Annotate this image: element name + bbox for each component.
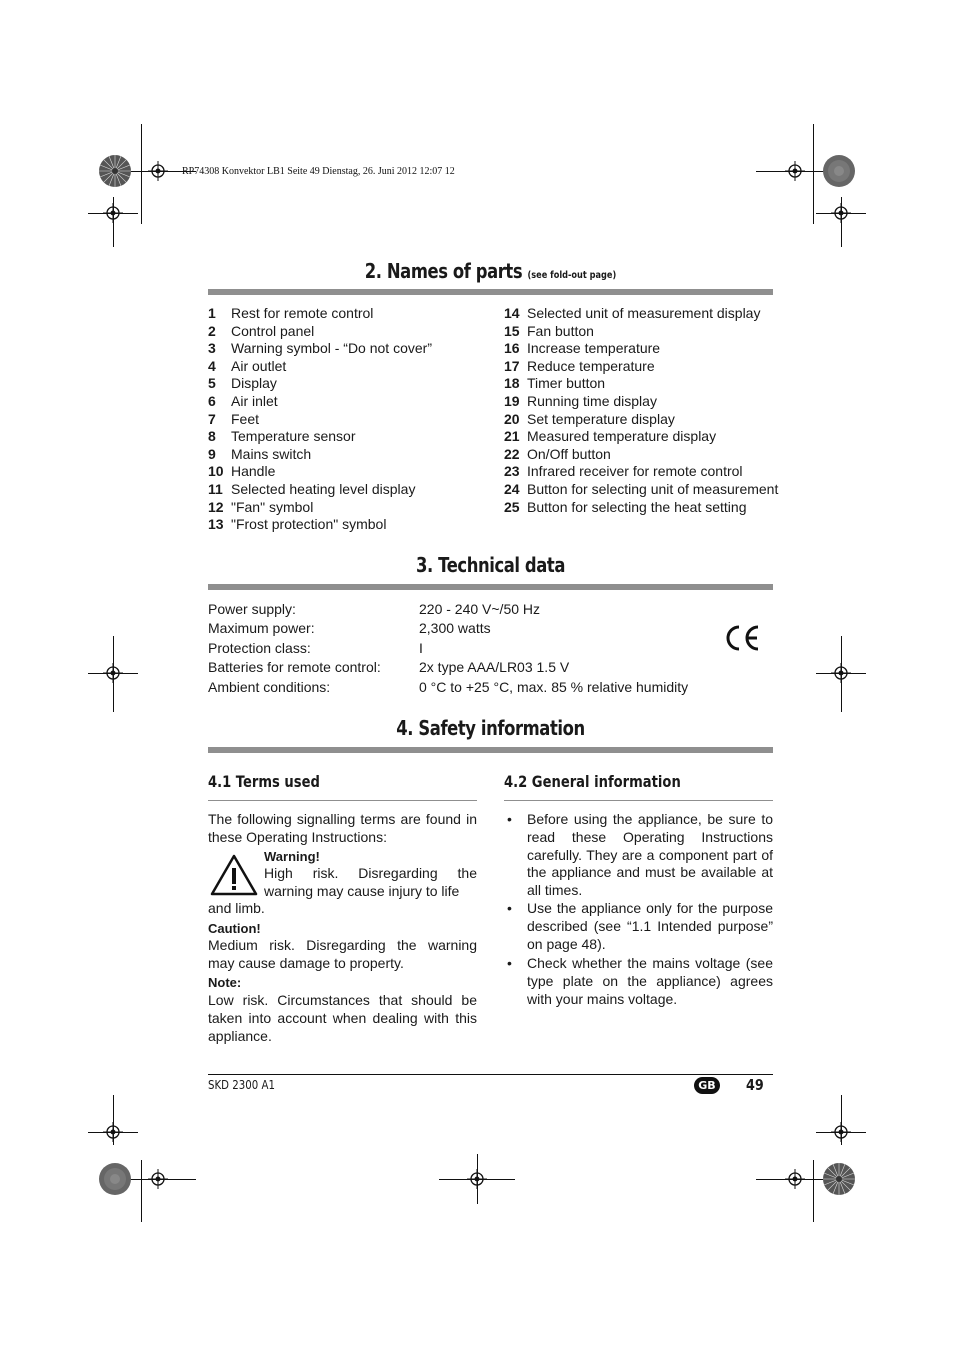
part-label: Selected heating level display: [231, 480, 416, 497]
registration-mark-icon: [785, 1169, 805, 1189]
tech-value: I: [419, 639, 423, 656]
part-number: 6: [208, 392, 216, 409]
part-label: Running time display: [527, 392, 657, 409]
footer-model: SKD 2300 A1: [208, 1078, 275, 1092]
part-label: "Fan" symbol: [231, 498, 314, 515]
part-label: Warning symbol - “Do not cover”: [231, 340, 432, 357]
part-label: Fan button: [527, 322, 594, 339]
warning-text: High risk. Disregarding the warning may cause injury to life: [264, 865, 477, 899]
registration-mark-icon: [103, 663, 123, 683]
section-title-technical-data: 3. Technical data: [415, 553, 566, 577]
parts-list-left: [208, 305, 432, 534]
registration-mark-icon: [103, 1122, 123, 1142]
registration-mark-icon: [785, 161, 805, 181]
warning-label: Warning!: [264, 849, 320, 864]
part-label: Button for selecting unit of measurement: [527, 480, 779, 497]
part-item: [208, 411, 432, 429]
part-number: 23: [504, 463, 520, 480]
part-number: 16: [504, 340, 520, 357]
part-label: On/Off button: [527, 445, 611, 462]
registration-mark-icon: [103, 203, 123, 223]
names-title: 2. Names of parts: [364, 259, 523, 283]
part-item: [504, 305, 778, 323]
registration-mark-icon: [831, 1122, 851, 1142]
part-label: Control panel: [231, 322, 315, 339]
part-item: [504, 393, 778, 411]
language-badge: GB: [694, 1077, 720, 1094]
part-item: [208, 323, 432, 341]
part-label: Air outlet: [231, 357, 287, 374]
registration-mark-icon: [148, 161, 168, 181]
part-item: [504, 499, 778, 517]
part-number: 10: [208, 463, 224, 480]
print-slug: RP74308 Konvektor LB1 Seite 49 Dienstag, 26. Juni 2012 12:07 12: [182, 166, 455, 177]
bullet-icon: •: [507, 811, 512, 827]
part-item: [208, 393, 432, 411]
part-label: Rest for remote control: [231, 305, 374, 321]
section-title-names-of-parts: [259, 259, 722, 283]
registration-mark-icon: [148, 1169, 168, 1189]
part-label: Mains switch: [231, 445, 312, 462]
tech-row: [208, 658, 688, 677]
part-item: [208, 446, 432, 464]
registration-mark-icon: [831, 663, 851, 683]
color-dial-icon: [98, 1162, 132, 1196]
part-label: Handle: [231, 463, 276, 480]
part-label: Increase temperature: [527, 340, 661, 357]
part-number: 25: [504, 498, 520, 515]
part-label: "Frost protection" symbol: [231, 516, 387, 533]
section-rule: [208, 747, 773, 753]
footer-rule: [208, 1074, 773, 1075]
tech-value: 220 - 240 V~/50 Hz: [419, 601, 541, 617]
part-item: [504, 323, 778, 341]
names-note: (see fold-out page): [527, 270, 617, 281]
color-dial-icon: [822, 154, 856, 188]
part-item: [504, 358, 778, 376]
part-number: 4: [208, 357, 216, 374]
subsection-title-general-information: 4.2 General information: [504, 772, 681, 791]
part-item: [208, 340, 432, 358]
part-number: 18: [504, 375, 520, 392]
part-item: [208, 428, 432, 446]
registration-mark-icon: [831, 203, 851, 223]
warning-text-continued: and limb.: [208, 900, 265, 916]
part-item: [504, 481, 778, 499]
part-number: 13: [208, 516, 224, 533]
tech-key: Protection class:: [208, 639, 311, 656]
part-number: 20: [504, 410, 520, 427]
tech-value: 2,300 watts: [419, 620, 491, 637]
part-label: Button for selecting the heat setting: [527, 498, 747, 515]
part-item: [504, 463, 778, 481]
technical-data-table: [208, 600, 688, 697]
warning-triangle-icon: [209, 853, 259, 897]
part-label: Display: [231, 375, 277, 392]
part-number: 3: [208, 340, 216, 357]
bullet-item: Before using the appliance, be sure to read these Operating Instructions carefully. They are a component part of the appliance and must be available at all times.: [527, 811, 773, 899]
part-label: Temperature sensor: [231, 428, 356, 445]
note-label: Note:: [208, 975, 242, 990]
ce-mark-icon: [724, 624, 760, 652]
bullet-item: Use the appliance only for the purpose described (see “1.1 Intended purpose” on page 48).: [527, 900, 773, 952]
tech-key: Batteries for remote control:: [208, 659, 381, 676]
part-item: [208, 358, 432, 376]
part-label: Measured temperature display: [527, 428, 717, 445]
part-item: [208, 481, 432, 499]
part-item: [504, 411, 778, 429]
part-label: Timer button: [527, 375, 606, 392]
terms-intro: The following signalling terms are found in these Operating Instructions:: [208, 811, 477, 845]
page-number: 49: [746, 1076, 764, 1094]
part-item: [208, 516, 432, 534]
part-label: Set temperature display: [527, 410, 675, 427]
section-rule: [208, 584, 773, 590]
part-number: 14: [504, 305, 520, 321]
part-number: 8: [208, 428, 216, 445]
part-item: [208, 305, 432, 323]
tech-value: 2x type AAA/LR03 1.5 V: [419, 659, 570, 676]
part-number: 15: [504, 322, 520, 339]
subsection-rule: [208, 800, 477, 801]
part-number: 22: [504, 445, 520, 462]
part-number: 24: [504, 480, 520, 497]
tech-key: Ambient conditions:: [208, 678, 331, 695]
part-number: 19: [504, 392, 520, 409]
section-title-safety-information: 4. Safety information: [396, 716, 585, 740]
part-item: [208, 375, 432, 393]
tech-row: [208, 639, 688, 658]
part-label: Feet: [231, 410, 260, 427]
bullet-item: Check whether the mains voltage (see type plate on the appliance) agrees with your mains voltage.: [527, 955, 773, 1007]
color-dial-icon: [822, 1162, 856, 1196]
tech-row: [208, 600, 688, 619]
subsection-rule: [504, 800, 773, 801]
tech-row: [208, 619, 688, 638]
tech-key: Power supply:: [208, 601, 296, 617]
part-item: [208, 499, 432, 517]
part-item: [208, 463, 432, 481]
part-number: 1: [208, 305, 216, 321]
color-dial-icon: [98, 154, 132, 188]
part-number: 7: [208, 410, 216, 427]
bullet-icon: •: [507, 955, 512, 971]
section-rule: [208, 289, 773, 295]
tech-value: 0 °C to +25 °C, max. 85 % relative humidity: [419, 678, 689, 695]
caution-label: Caution!: [208, 921, 261, 936]
part-label: Reduce temperature: [527, 357, 655, 374]
caution-text: Medium risk. Disregarding the warning may cause damage to property.: [208, 937, 477, 971]
tech-row: [208, 678, 688, 697]
part-number: 21: [504, 428, 520, 445]
registration-mark-icon: [467, 1169, 487, 1189]
part-label: Air inlet: [231, 392, 278, 409]
note-text: Low risk. Circumstances that should be taken into account when dealing with this appliance.: [208, 992, 477, 1044]
parts-list-right: [504, 305, 778, 516]
part-label: Selected unit of measurement display: [527, 305, 761, 321]
part-number: 12: [208, 498, 224, 515]
subsection-title-terms-used: 4.1 Terms used: [208, 772, 320, 791]
part-item: [504, 340, 778, 358]
part-number: 9: [208, 445, 216, 462]
bullet-icon: •: [507, 900, 512, 916]
part-item: [504, 428, 778, 446]
part-number: 2: [208, 322, 216, 339]
part-label: Infrared receiver for remote control: [527, 463, 743, 480]
part-number: 5: [208, 375, 216, 392]
part-item: [504, 375, 778, 393]
part-item: [504, 446, 778, 464]
part-number: 17: [504, 357, 520, 374]
part-number: 11: [208, 480, 223, 497]
tech-key: Maximum power:: [208, 620, 315, 637]
